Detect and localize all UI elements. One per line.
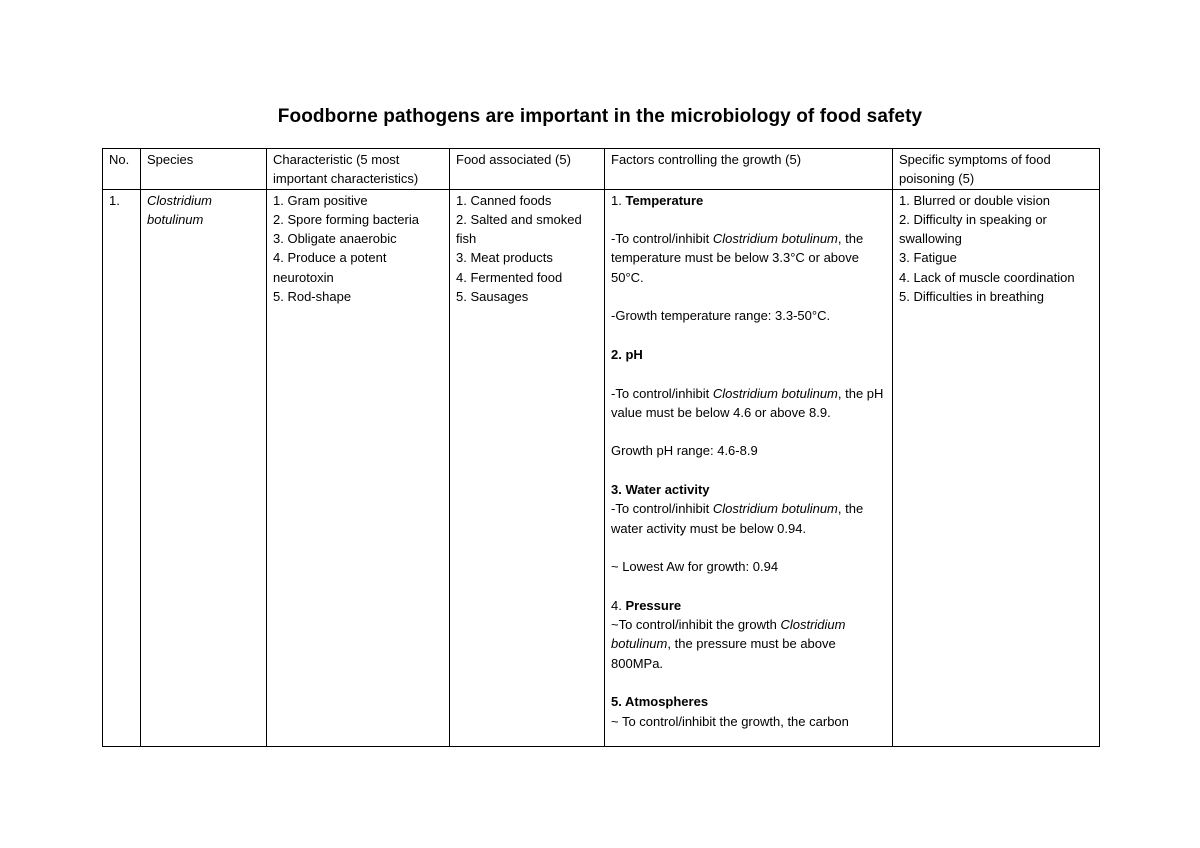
species-name: Clostridium botulinum — [141, 189, 267, 746]
list-item: 2. Salted and smoked fish — [456, 211, 582, 247]
characteristics-cell — [267, 189, 450, 746]
table-row — [103, 189, 1100, 746]
list-item: 3. Obligate anaerobic — [273, 231, 397, 247]
row-number: 1. — [103, 189, 141, 746]
list-item: 5. Sausages — [456, 289, 529, 305]
header-symptoms: Specific symptoms of food poisoning (5) — [893, 149, 1100, 190]
list-item: 2. Spore forming bacteria — [273, 211, 419, 227]
factor-text: ~To control/inhibit the growth Clostridium botulinum, the pressure must be above 800MPa. — [611, 617, 846, 671]
factor-text: ~ To control/inhibit the growth, the carbon — [611, 713, 849, 729]
factor-text: -To control/inhibit Clostridium botulinum, the pH value must be below 4.6 or above 8.9. — [611, 385, 884, 420]
factor-heading-atmospheres: 5. Atmospheres — [611, 694, 709, 710]
factors-cell — [605, 189, 893, 746]
factor-heading-pressure: 4. Pressure — [611, 597, 682, 613]
symptoms-cell — [893, 189, 1100, 746]
factor-heading-ph: 2. pH — [611, 346, 643, 362]
list-item: 2. Difficulty in speaking or swallowing — [899, 211, 1047, 247]
factor-text: -Growth temperature range: 3.3-50°C. — [611, 308, 831, 324]
header-food-associated: Food associated (5) — [450, 149, 605, 190]
header-row — [103, 149, 1100, 190]
list-item: 5. Difficulties in breathing — [899, 289, 1045, 305]
factor-text: ~ Lowest Aw for growth: 0.94 — [611, 559, 779, 575]
foods-cell — [450, 189, 605, 746]
pathogen-table — [102, 148, 1100, 747]
header-factors: Factors controlling the growth (5) — [605, 149, 893, 190]
header-species: Species — [141, 149, 267, 190]
header-characteristic: Characteristic (5 most important characteristics) — [267, 149, 450, 190]
list-item: 3. Fatigue — [899, 250, 957, 266]
list-item: 4. Fermented food — [456, 269, 563, 285]
list-item: 4. Produce a potent neurotoxin — [273, 250, 387, 285]
list-item: 1. Blurred or double vision — [899, 192, 1051, 208]
factor-text: Growth pH range: 4.6-8.9 — [611, 443, 758, 459]
page-title: Foodborne pathogens are important in the microbiology of food safety — [277, 106, 923, 127]
list-item: 5. Rod-shape — [273, 289, 352, 305]
factor-text: -To control/inhibit Clostridium botulinum, the water activity must be below 0.94. — [611, 501, 864, 536]
factor-heading-water-activity: 3. Water activity — [611, 482, 710, 498]
list-item: 3. Meat products — [456, 250, 553, 266]
list-item: 1. Gram positive — [273, 192, 368, 208]
list-item: 1. Canned foods — [456, 192, 552, 208]
list-item: 4. Lack of muscle coordination — [899, 269, 1075, 285]
factor-text: -To control/inhibit Clostridium botulinum, the temperature must be below 3.3°C or above 50°C. — [611, 231, 864, 285]
factor-heading-temperature: 1. Temperature — [611, 192, 704, 208]
header-no: No. — [103, 149, 141, 190]
